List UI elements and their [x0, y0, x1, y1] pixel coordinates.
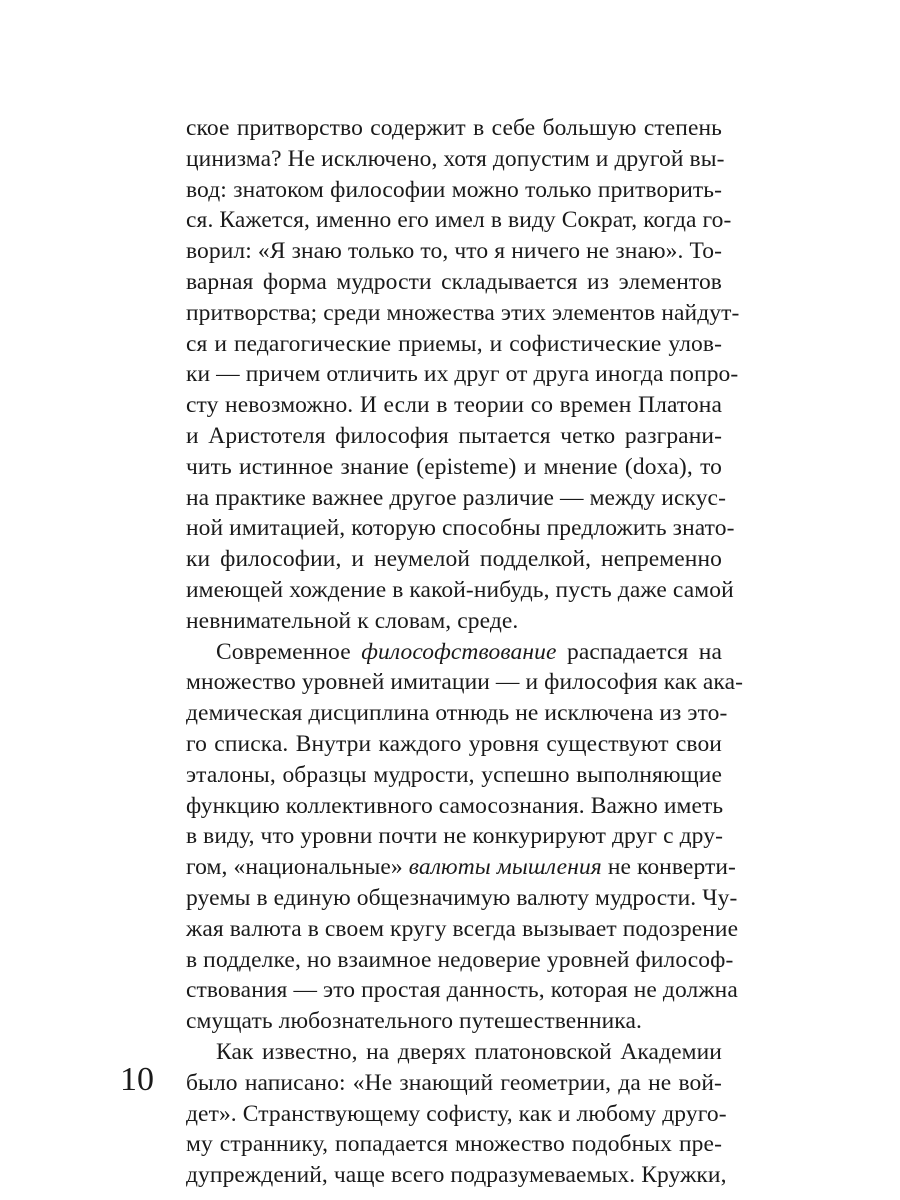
- text-segment: не конверти-: [601, 854, 736, 881]
- text-segment: ся. Кажется, именно его имел в виду Сократ, когда го-: [186, 207, 732, 234]
- text-line: [186, 575, 734, 606]
- text-line: [186, 729, 722, 760]
- text-segment: ки — причем отличить их друг от друга иногда попро-: [186, 361, 739, 388]
- text-segment: вод: знатоком философии можно только притворить-: [186, 176, 722, 203]
- text-line: [186, 113, 722, 144]
- text-segment: демическая дисциплина отнюдь не исключена из это-: [186, 700, 728, 727]
- text-line: [186, 267, 722, 298]
- page-number: 10: [120, 1061, 154, 1098]
- text-segment: и Аристотеля философия пытается четко разграни-: [186, 422, 722, 449]
- text-segment: му страннику, попадается множество подобных пре-: [186, 1131, 722, 1158]
- text-segment: ское притворство содержит в себе большую степень: [186, 115, 722, 141]
- text-line: [186, 329, 722, 360]
- text-line: [186, 883, 738, 914]
- text-segment: сту невозможно. И если в теории со времен Платона: [186, 392, 722, 419]
- text-segment: чить истинное знание (episteme) и мнение (doxa), то: [186, 453, 722, 480]
- text-line: [186, 945, 734, 976]
- text-line: [186, 1099, 727, 1130]
- text-segment: эталоны, образцы мудрости, успешно выполняющие: [186, 761, 722, 788]
- text-segment: ся и педагогические приемы, и софистические улов-: [186, 330, 722, 357]
- text-line: [186, 513, 735, 544]
- text-segment: невнимательной к словам, среде.: [186, 607, 519, 634]
- text-segment: ки философии, и неумелой подделкой, непременно: [186, 546, 722, 573]
- text-line: [186, 606, 722, 637]
- text-segment: жая валюта в своем кругу всегда вызывает подозрение: [186, 915, 739, 942]
- text-line: [186, 760, 722, 791]
- text-segment: гом, «национальные»: [186, 854, 409, 881]
- text-segment: притворства; среди множества этих элементов найдут-: [186, 299, 740, 326]
- text-line: [186, 236, 722, 267]
- text-line: [186, 791, 722, 822]
- text-segment: го списка. Внутри каждого уровня существуют свои: [186, 730, 722, 757]
- text-segment: цинизма? Не исключено, хотя допустим и другой вы-: [186, 145, 725, 172]
- text-segment: дупреждений, чаще всего подразумеваемых. Кружки,: [186, 1162, 727, 1189]
- text-segment: в виду, что уровни почти не конкурируют друг с дру-: [186, 823, 723, 850]
- text-line: [186, 359, 739, 390]
- text-segment: ворил: «Я знаю только то, что я ничего не знаю». То-: [186, 238, 722, 265]
- italic-term: философствование: [361, 638, 557, 665]
- text-line: [186, 1160, 727, 1191]
- text-line: [186, 914, 739, 945]
- text-segment: Как известно, на дверях платоновской Академии: [216, 1038, 722, 1065]
- text-line: [186, 452, 722, 483]
- text-line: [186, 821, 722, 852]
- text-line: [186, 175, 722, 206]
- text-line: [186, 698, 728, 729]
- text-segment: Современное: [216, 638, 362, 665]
- text-line: [186, 144, 725, 175]
- text-line: [186, 298, 740, 329]
- text-line: [186, 1068, 722, 1099]
- text-line: [186, 421, 722, 452]
- text-line: [186, 205, 732, 236]
- text-line: [186, 852, 736, 883]
- text-segment: было написано: «Не знающий геометрии, да не вой-: [186, 1069, 722, 1096]
- text-segment: на практике важнее другое различие — между искус-: [186, 484, 726, 511]
- text-segment: ной имитацией, которую способны предложить знато-: [186, 515, 735, 542]
- text-line: [186, 1129, 722, 1160]
- text-line: [186, 975, 738, 1006]
- text-segment: в подделке, но взаимное недоверие уровней философ-: [186, 946, 734, 973]
- text-segment: варная форма мудрости складывается из элементов: [186, 268, 722, 295]
- text-segment: функцию коллективного самосознания. Важно иметь: [186, 792, 724, 819]
- text-line: [186, 544, 722, 575]
- text-segment: распадается на: [556, 638, 722, 665]
- body-text: [186, 113, 744, 1191]
- text-segment: имеющей хождение в какой-нибудь, пусть даже самой: [186, 576, 734, 603]
- text-segment: смущать любознательного путешественника.: [186, 1008, 642, 1035]
- text-line: [186, 390, 722, 421]
- italic-term: валюты мышления: [408, 854, 602, 881]
- text-segment: множество уровней имитации — и философия как ака-: [186, 669, 744, 696]
- text-segment: руемы в единую общезначимую валюту мудрости. Чу-: [186, 884, 738, 911]
- text-line: [186, 637, 722, 668]
- text-line: [186, 1006, 722, 1037]
- text-segment: ствования — это простая данность, которая не должна: [186, 977, 738, 1004]
- text-line: [186, 483, 726, 514]
- text-line: [186, 667, 744, 698]
- text-line: [186, 1037, 722, 1068]
- text-segment: дет». Странствующему софисту, как и любому друго-: [186, 1100, 727, 1127]
